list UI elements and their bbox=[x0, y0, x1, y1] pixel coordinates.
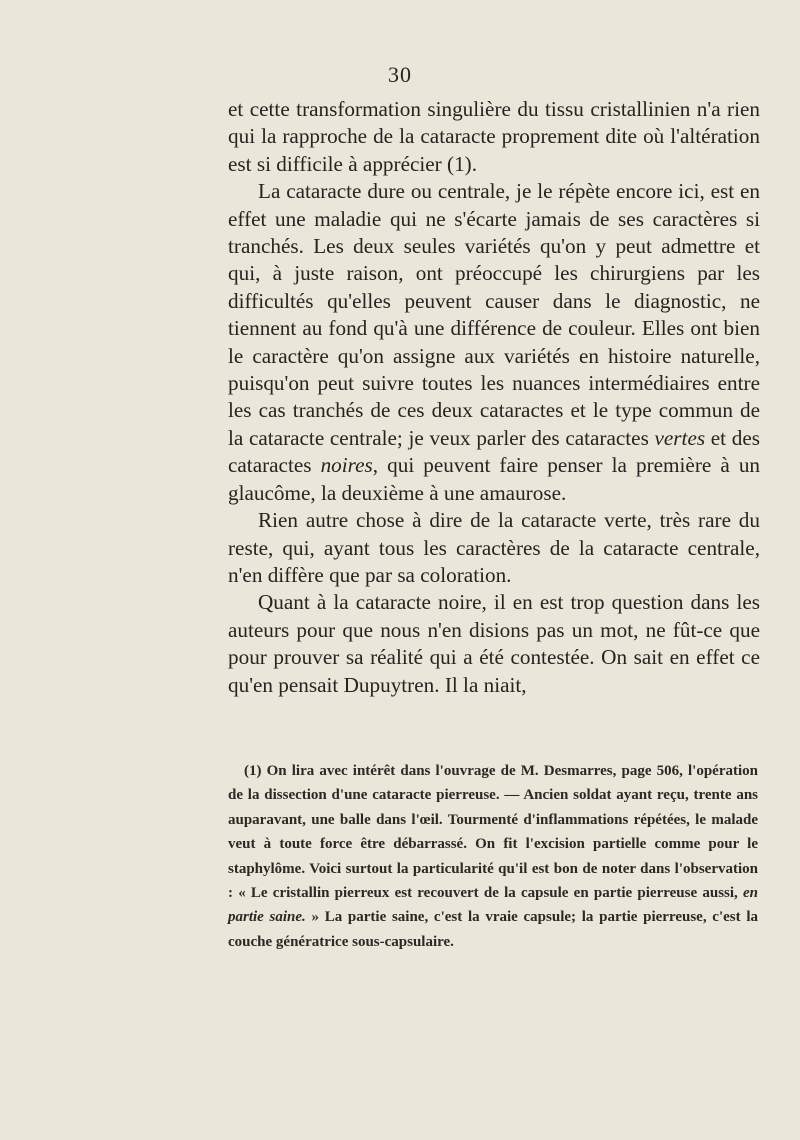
footnote-text bbox=[228, 759, 758, 954]
paragraph-3: Rien autre chose à dire de la cataracte verte, très rare du reste, qui, ayant tous les caractères de la cataracte centrale, n'en diffère que par sa coloration. bbox=[228, 508, 760, 587]
paragraph-1: et cette transformation singulière du tissu cristallinien n'a rien qui la rapproche de la cataracte proprement dite où l'altération est si difficile à apprécier (1). bbox=[228, 97, 760, 176]
footnote-part-b: » La partie saine, c'est la vraie capsule; la partie pierreuse, c'est la couche génératrice sous-capsulaire. bbox=[228, 909, 758, 950]
footnote-emphasis: en partie saine. bbox=[228, 885, 758, 926]
paragraph-2-part-b: et des cataractes bbox=[228, 425, 760, 478]
emphasis-vertes: vertes bbox=[654, 425, 706, 450]
paragraph-2-part-a: La cataracte dure ou centrale, je le répète encore ici, est en effet une maladie qui ne s'écarte jamais de ses caractères si tranchés. Les deux seules variétés qu'on y peut admettre et qui, à juste raison, ont préoccupé les chirurgiens par les difficultés qu'elles peuvent causer dans le diagnostic, ne tiennent au fond qu'à une différence de couleur. Elles ont bien le caractère qu'on assigne aux variétés en histoire naturelle, puisqu'on peut suivre toutes les nuances intermédiaires entre les cas tranchés de ces deux cataractes et le type commun de la cataracte centrale; je veux parler des cataractes bbox=[228, 179, 760, 450]
page-number: 30 bbox=[388, 62, 412, 87]
footnote bbox=[228, 759, 758, 954]
footnote-part-a: (1) On lira avec intérêt dans l'ouvrage de M. Desmarres, page 506, l'opération de la dissection d'une cataracte pierreuse. — Ancien soldat ayant reçu, trente ans auparavant, une balle dans l'œil. Tourmenté d'inflammations répétées, le malade veut à toute force être débarrassé. On fit l'excision partielle comme pour le staphylôme. Voici surtout la particularité qu'il est bon de noter dans l'observation : « Le cristallin pierreux est recouvert de la capsule en partie pierreuse aussi, bbox=[228, 763, 758, 902]
emphasis-noires: noires bbox=[320, 453, 373, 478]
paragraph-2 bbox=[228, 178, 760, 507]
paragraph-2-part-c: , qui peuvent faire penser la première à un glaucôme, la deuxième à une amaurose. bbox=[228, 453, 761, 505]
main-text bbox=[228, 96, 760, 699]
paragraph-4: Quant à la cataracte noire, il en est trop question dans les auteurs pour que nous n'en disions pas un mot, ne fût-ce que pour prouver sa réalité qui a été contestée. On sait en effet ce qu'en pensait Dupuytren. Il la niait, bbox=[228, 590, 760, 697]
